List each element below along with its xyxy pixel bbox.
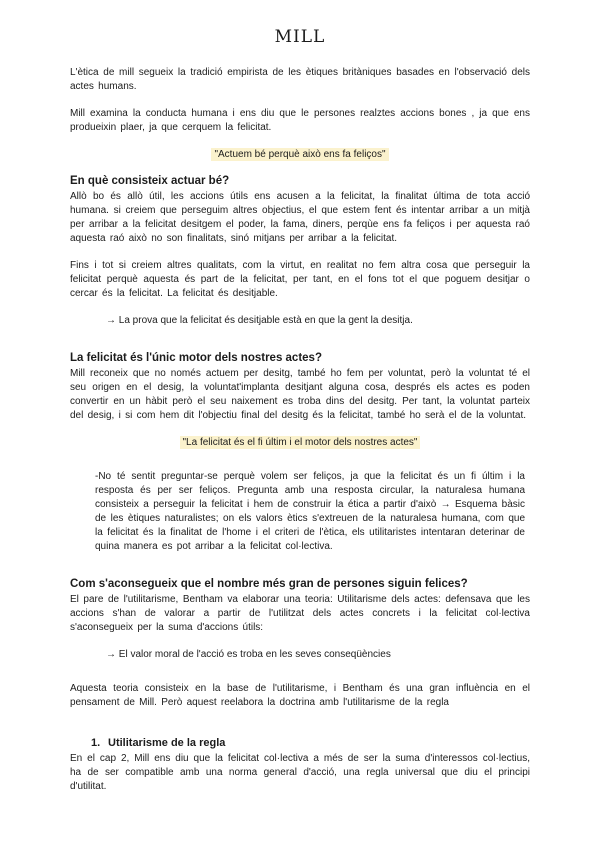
intro-paragraph-1: L'ètica de mill segueix la tradició empirista de les ètiques britàniques basades en l'observació dels actes humans. [70,67,530,92]
highlighted-quote-2 [70,436,530,450]
section-1-paragraph-1: Allò bo és allò útil, les accions útils ens acusen a la felicitat, la finalitat última de tota acció humana. si creiem que perseguim altres objectius, el que estem fent és intentar arribar a un mitjà per arribar a la felicitat desitgem el poder, la fama, diners, perqùe ens fa feliços i per aquesta raó aquesta raó això no son finalitats, sinó mitjans per arribar a la felicitat. [70,191,530,244]
section-3-arrow-note: → El valor moral de l'acció es troba en les seves conseqüències [106,649,391,660]
section-3-paragraph-1: El pare de l'utilitarisme, Bentham va elaborar una teoria: Utilitarisme dels actes: defensava que les accions s'han de valorar a partir de l'utilitzat dels actes concrets i la felicitat col·lectiva s'aconsegueix per la suma d'accions útils: [70,594,530,633]
list-item-1-paragraph: En el cap 2, Mill ens diu que la felicitat col·lectiva a més de ser la suma d'interessos col·lectius, ha de ser compatible amb una norma general d'acció, una regla universal que diu el principi d'utilitat. [70,753,530,792]
list-item-heading-label: Utilitarisme de la regla [108,737,226,749]
quote-1-highlight: "Actuem bé perquè això ens fa feliços" [211,148,388,161]
section-2-heading: La felicitat és l'únic motor dels nostres actes? [70,352,322,364]
section-3-heading: Com s'aconsegueix que el nombre més gran de persones siguin felices? [70,578,468,590]
highlighted-quote-1 [70,148,530,162]
section-1-paragraph-2: Fins i tot si creiem altres qualitats, com la virtut, en realitat no fem altra cosa que perseguir la felicitat perquè aquesta és part de la felicitat, per tant, en el fons tot el que poguem desitjar o cercar és la felicitat. La felicitat és desitjable. [70,260,530,299]
numbered-list-heading-1 [70,736,530,750]
document-title: MILL [274,27,326,47]
quote-2-highlight: "La felicitat és el fi últim i el motor dels nostres actes" [180,436,421,449]
section-1-heading: En què consisteix actuar bé? [70,175,230,187]
intro-paragraph-2: Mill examina la conducta humana i ens diu que le persones realztes accions bones , ja que ens produeixin plaer, ja que cerquem la felicitat. [70,108,530,133]
section-3-paragraph-2: Aquesta teoria consisteix en la base de l'utilitarisme, i Bentham és una gran influència en el pensament de Mill. Però aquest reelabora la doctrina amb l'utilitarisme de la regla [70,683,530,708]
section-2-paragraph-2: -No té sentit preguntar-se perquè volem ser feliços, ja que la felicitat és un fi últim i la resposta és per ser feliços. Pregunta amb una resposta circular, la naturalesa humana consisteix a perseguir la felicitat i hem de construir la ética a partir d'això → Esquema bàsic de les ètiques naturalistes; on els valors ètics s'extreuen de la naturalesa humana, com que la felicitat és la finalitat de l'home i el criteri de l'ètica, els utilitaristes intentaran deterinar de quina manera es pot arribar a la felicitat col·lectiva. [95,471,525,552]
section-2-paragraph-1: Mill reconeix que no només actuem per desitg, també ho fem per voluntat, però la voluntat té el seu origen en el desig, la voluntat'implanta desitjant alguna cosa, després els actes es poden convertir en un hàbit però el seu naixement es troba dins del desitg. Per tant, la voluntat parteix del desig, i si com hem dit l'objectiu final del desitg és la felicitat, també ho serà el de la voluntat. [70,368,530,421]
section-1-arrow-note: → La prova que la felicitat és desitjable està en que la gent la desitja. [106,315,413,326]
list-item-number: 1. [91,737,101,749]
